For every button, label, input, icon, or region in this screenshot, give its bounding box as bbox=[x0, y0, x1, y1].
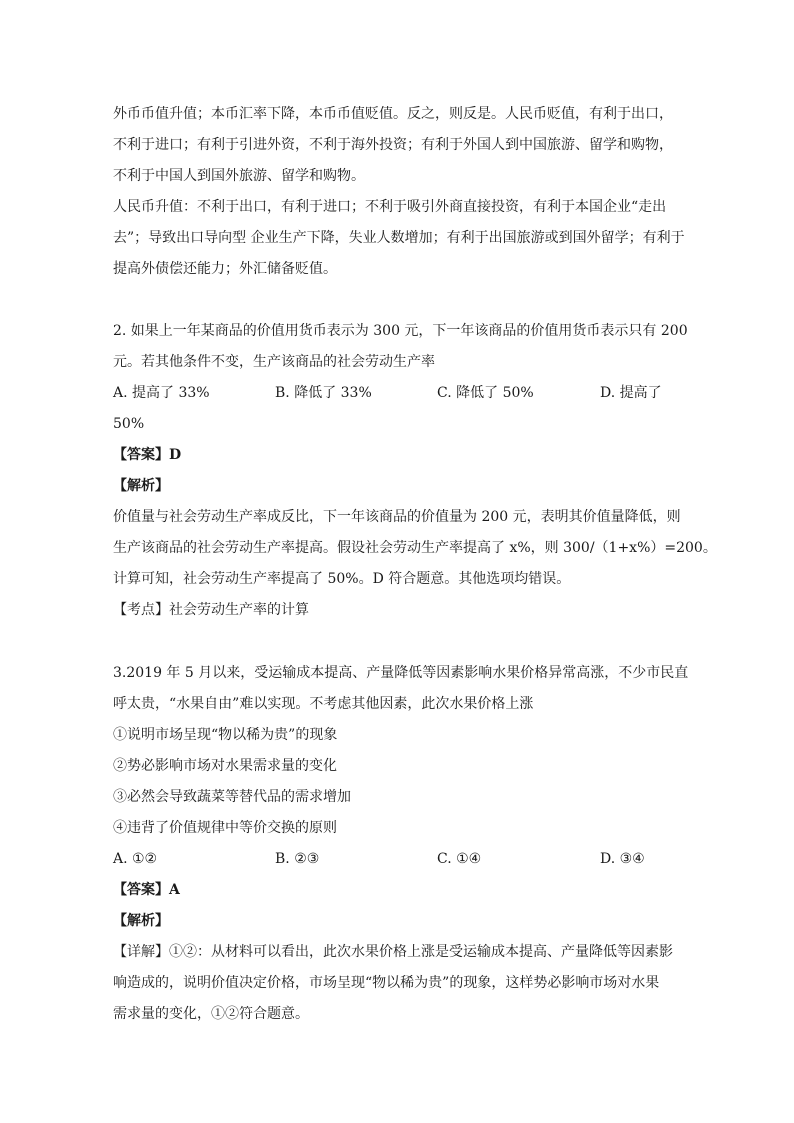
q2-answer: 【答案】D bbox=[113, 447, 182, 463]
text-line: 提高外债偿还能力；外汇储备贬值。 bbox=[113, 261, 337, 277]
q2-option-d: D. 提高了 bbox=[600, 385, 662, 401]
text-line: 外币币值升值；本币汇率下降，本币币值贬值。反之，则反是。人民币贬值，有利于出口， bbox=[113, 106, 673, 122]
q3-option-a: A. ①② bbox=[113, 851, 158, 867]
q2-analysis-title: 【解析】 bbox=[113, 478, 169, 494]
q3-stem-line: 3.2019 年 5 月以来，受运输成本提高、产量降低等因素影响水果价格异常高涨，不少市民直 bbox=[113, 665, 689, 681]
q2-option-a: A. 提高了 33% bbox=[113, 385, 210, 401]
q3-stem-line: 呼太贵，“水果自由”难以实现。不考虑其他因素，此次水果价格上涨 bbox=[113, 696, 534, 712]
q2-analysis-line: 计算可知，社会劳动生产率提高了 50%。D 符合题意。其他选项均错误。 bbox=[113, 571, 571, 587]
q2-kaodian: 【考点】社会劳动生产率的计算 bbox=[113, 602, 309, 618]
q3-detail-line: 【详解】①②：从材料可以看出，此次水果价格上涨是受运输成本提高、产量降低等因素影 bbox=[113, 944, 673, 960]
text-line: 不利于进口；有利于引进外资，不利于海外投资；有利于外国人到中国旅游、留学和购物， bbox=[113, 137, 673, 153]
q3-item: ④违背了价值规律中等价交换的原则 bbox=[113, 820, 337, 836]
q3-item: ③必然会导致蔬菜等替代品的需求增加 bbox=[113, 789, 351, 805]
q3-analysis-title: 【解析】 bbox=[113, 913, 169, 929]
q3-option-d: D. ③④ bbox=[600, 851, 645, 867]
q3-answer: 【答案】A bbox=[113, 882, 180, 898]
q2-stem-line: 元。若其他条件不变，生产该商品的社会劳动生产率 bbox=[113, 354, 435, 370]
q2-option-b: B. 降低了 33% bbox=[275, 385, 372, 401]
q3-option-c: C. ①④ bbox=[437, 851, 482, 867]
q3-detail-line: 需求量的变化，①②符合题意。 bbox=[113, 1006, 309, 1022]
q2-option-d-cont: 50% bbox=[113, 416, 145, 432]
q2-analysis-line: 生产该商品的社会劳动生产率提高。假设社会劳动生产率提高了 x%，则 300/（1+x%）=200。 bbox=[113, 540, 717, 556]
text-line: 去”；导致出口导向型 企业生产下降，失业人数增加；有利于出国旅游或到国外留学；有利于 bbox=[113, 230, 685, 246]
q3-item: ①说明市场呈现“物以稀为贵”的现象 bbox=[113, 727, 338, 743]
q3-detail-line: 响造成的，说明价值决定价格，市场呈现“物以稀为贵”的现象，这样势必影响市场对水果 bbox=[113, 975, 660, 991]
q2-option-c: C. 降低了 50% bbox=[437, 385, 534, 401]
q3-option-b: B. ②③ bbox=[275, 851, 320, 867]
text-line: 人民币升值：不利于出口，有利于进口；不利于吸引外商直接投资，有利于本国企业“走出 bbox=[113, 199, 667, 215]
q2-stem-line: 2. 如果上一年某商品的价值用货币表示为 300 元，下一年该商品的价值用货币表示只有 200 bbox=[113, 323, 688, 339]
q3-item: ②势必影响市场对水果需求量的变化 bbox=[113, 758, 337, 774]
q2-analysis-line: 价值量与社会劳动生产率成反比，下一年该商品的价值量为 200 元，表明其价值量降低，则 bbox=[113, 509, 681, 525]
text-line: 不利于中国人到国外旅游、留学和购物。 bbox=[113, 168, 365, 184]
